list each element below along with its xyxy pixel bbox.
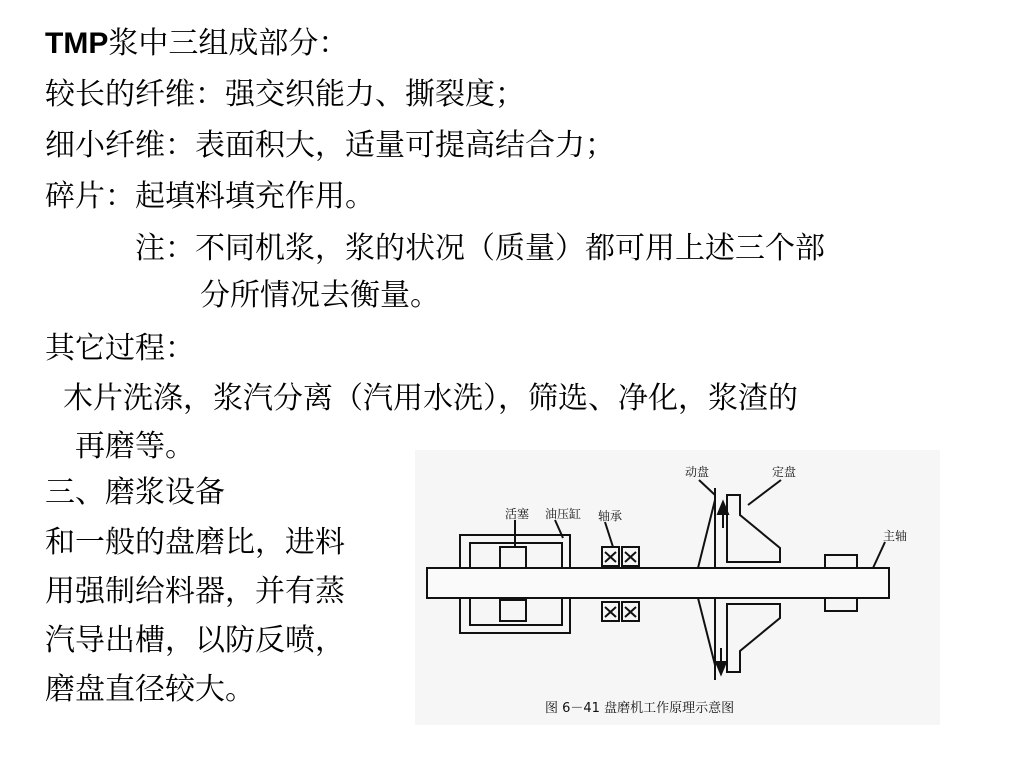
refiner-text-4: 磨盘直径较大。 [45,672,255,707]
piston-upper [500,547,526,568]
refiner-text-1: 和一般的盘磨比，进料 [45,525,345,560]
heading-rest: 浆中三组成部分： [108,26,349,61]
note-line-2: 分所情况去衡量。 [200,278,440,313]
label-oil-cylinder: 油压缸 [545,507,582,521]
disc-refiner-diagram [415,450,940,725]
process-line-2: 再磨等。 [75,429,195,464]
label-fixed-disc: 定盘 [772,465,797,479]
other-process-heading: 其它过程： [45,331,195,366]
oil-cylinder-lower [460,598,570,633]
label-bearing: 轴承 [598,509,623,523]
refiner-text-2: 用强制给料器，并有蒸 [45,574,345,609]
right-bearing-lower [825,598,857,611]
label-main-shaft: 主轴 [883,529,908,543]
fine-fiber-line: 细小纤维：表面积大，适量可提高结合力； [45,128,615,163]
fixed-disc-upper [727,495,780,562]
long-fiber-line: 较长的纤维：强交织能力、撕裂度； [45,77,525,112]
note-line-1: 注：不同机浆，浆的状况（质量）都可用上述三个部 [135,231,825,266]
main-shaft-shape [427,568,889,598]
refiner-text-3: 汽导出槽，以防反喷， [45,623,345,658]
section-heading-refiner: 三、磨浆设备 [45,475,225,510]
heading-tmp-components [45,25,348,63]
piston-lower [500,600,526,621]
right-bearing-upper [825,555,857,568]
figure-caption: 图 6－41 盘磨机工作原理示意图 [545,701,735,716]
fragment-line: 碎片：起填料填充作用。 [45,179,375,214]
process-line-1: 木片洗涤，浆汽分离（汽用水洗），筛选、净化，浆渣的 [63,381,798,416]
tmp-label: TMP [45,27,109,60]
fixed-disc-lower [727,604,780,672]
label-moving-disc: 动盘 [685,465,710,479]
label-piston: 活塞 [505,507,530,521]
